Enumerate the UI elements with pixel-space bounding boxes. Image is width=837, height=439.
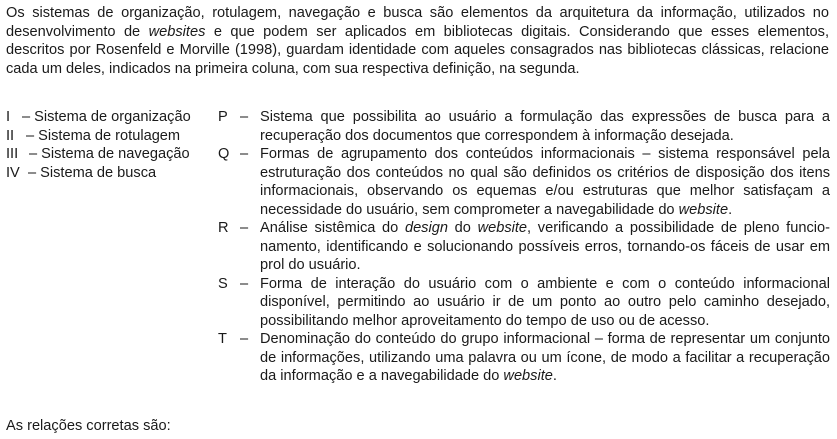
second-column-list xyxy=(218,108,830,386)
definition-italic: website xyxy=(678,201,729,218)
definition-letter: Q xyxy=(218,146,230,162)
definition-text-part: . xyxy=(728,201,733,218)
definition-item-r xyxy=(218,219,830,275)
definition-item-t xyxy=(218,330,830,386)
item-number: II xyxy=(6,127,15,144)
definition-dash: – xyxy=(240,331,249,347)
item-label: Sistema de organização xyxy=(34,109,191,125)
item-dash: – xyxy=(26,127,35,144)
definition-text xyxy=(260,145,830,219)
closing-prompt: As relações corretas são: xyxy=(6,418,171,434)
intro-italic-websites: websites xyxy=(148,23,206,40)
definition-text-part: do xyxy=(447,220,478,236)
definition-letter: R xyxy=(218,220,229,236)
first-column-item-iii xyxy=(6,145,216,164)
definition-dash: – xyxy=(240,220,249,236)
definition-letter: T xyxy=(218,331,227,347)
first-column-item-i xyxy=(6,108,216,127)
definition-text: Sistema que possibilita ao usuário a formulação das expressões de busca para a recuperação dos documentos que correspondem à informação desejada. xyxy=(260,109,830,144)
item-label: Sistema de busca xyxy=(40,164,157,181)
item-label: Sistema de rotulagem xyxy=(38,127,181,144)
item-number: III xyxy=(6,146,19,162)
definition-italic: website xyxy=(503,368,553,384)
definition-text: Forma de interação do usuário com o ambiente e com o conteúdo informacional disponível, permitindo ao usuário ir de um ponto ao outro pelo caminho desejado, possibilitando melhor aproveitamento do tempo de uso ou de acesso. xyxy=(260,275,830,329)
item-dash: – xyxy=(29,146,38,162)
definition-text xyxy=(260,330,830,386)
first-column-list xyxy=(6,108,216,182)
definition-text-part: . xyxy=(552,368,557,384)
definition-text-part: Formas de agrupamento dos conteúdos informacionais – sistema responsável pela estruturação dos conteúdos no qual são definidos os critérios de disposição dos itens informacionais, observando os equemas e/ou estruturas que melhor satisfaçam a necessidade do usuário, sem comprometer a navegabilidade do xyxy=(260,146,830,218)
definition-italic: website xyxy=(477,220,528,236)
intro-text-1: Os sistemas de organização, rotulagem, navegação e busca são elementos da arquitetura da informação, utilizados no desenvolvimento de xyxy=(6,5,829,40)
item-number: I xyxy=(6,109,11,125)
definition-item-p xyxy=(218,108,830,145)
first-column-item-ii xyxy=(6,127,216,146)
item-number: IV xyxy=(6,164,20,181)
first-column-item-iv xyxy=(6,164,216,183)
definition-text-part: , verificando a possibilidade de pleno funcionamento, identificando e solucionando possíveis erros, tornando-os fáceis de usar em prol do usuário. xyxy=(260,220,830,273)
definition-item-q xyxy=(218,145,830,219)
intro-text-2: e que podem ser aplicados em bibliotecas digitais. Considerando que esses elementos, descritos por Rosenfeld e Morville (1998), guardam identidade com aqueles consagrados nas bibliotecas clássicas, relacione cada um deles, indicados na primeira coluna, com sua respectiva definição, na segunda. xyxy=(6,23,829,77)
item-label: Sistema de navegação xyxy=(41,146,190,162)
item-dash: – xyxy=(28,164,37,181)
definition-italic: design xyxy=(404,220,448,236)
definition-text-part: Denominação do conteúdo do grupo informacional – forma de representar um conjunto de informações, utilizando uma palavra ou um ícone, de modo a facilitar a recuperação da informação e a navegabilidade do xyxy=(260,331,830,384)
definition-text xyxy=(260,219,830,275)
question-intro xyxy=(6,4,829,78)
definition-letter: P xyxy=(218,109,228,125)
item-dash: – xyxy=(22,109,31,125)
definition-dash: – xyxy=(240,109,249,125)
definition-dash: – xyxy=(240,275,249,292)
definition-item-s xyxy=(218,275,830,331)
definition-letter: S xyxy=(218,275,228,292)
definition-text-part: Análise sistêmica do xyxy=(260,220,405,236)
definition-dash: – xyxy=(240,146,249,162)
